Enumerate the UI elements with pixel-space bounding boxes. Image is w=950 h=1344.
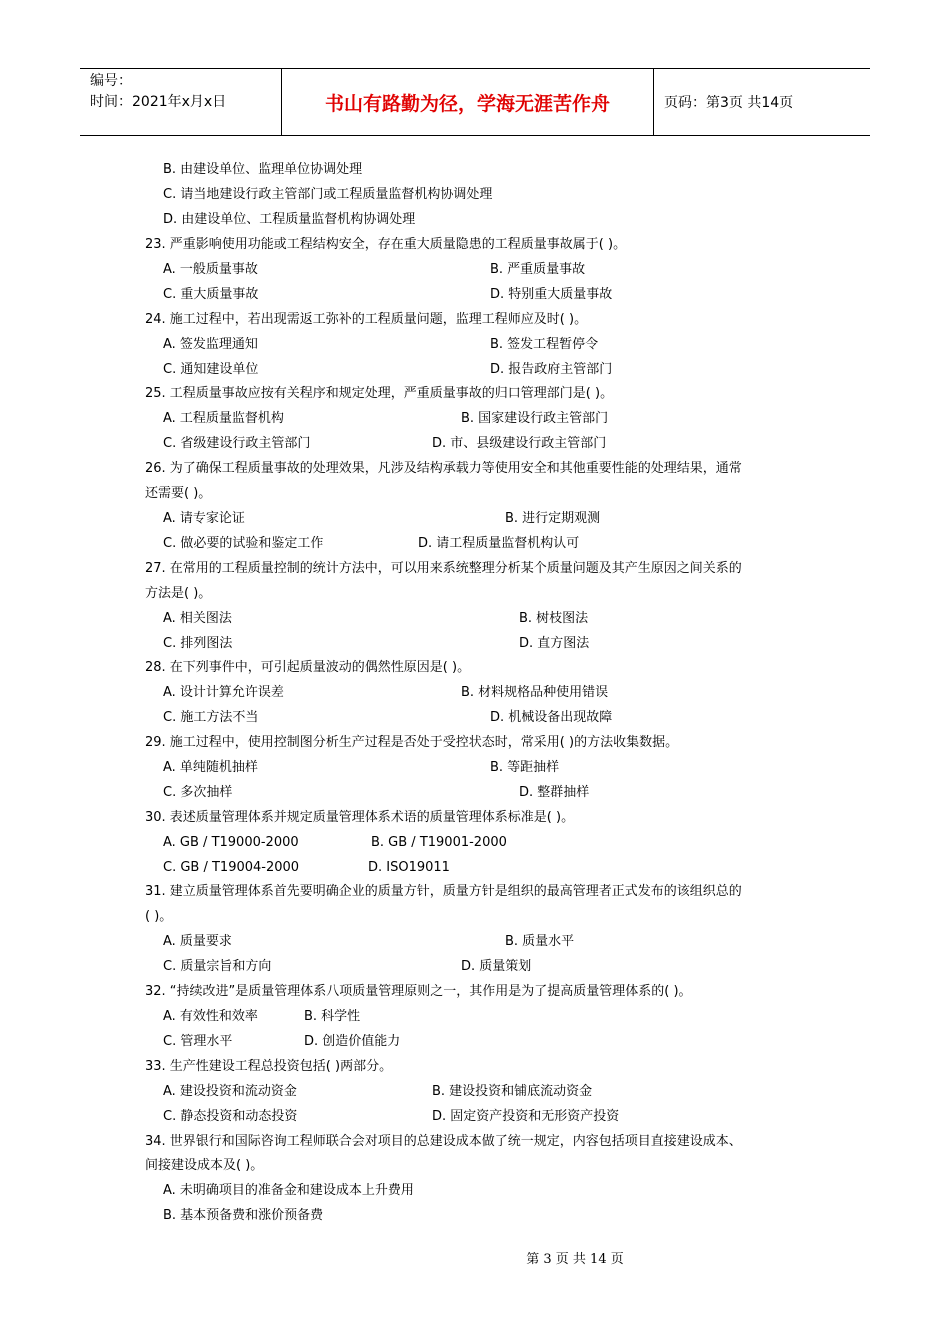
option-line: D. 特别重大质量事故 (490, 287, 613, 302)
option-line: C. GB / T19004-2000 (163, 860, 300, 875)
question-line: 31. 建立质量管理体系首先要明确企业的质量方针，质量方针是组织的最高管理者正式发布的该组织总的 (145, 884, 742, 899)
question-line: 27. 在常用的工程质量控制的统计方法中，可以用来系统整理分析某个质量问题及其产生原因之间关系的 (145, 561, 742, 576)
option-line: C. 静态投资和动态投资 (163, 1109, 298, 1124)
footer-page-number: 第 3 页 共 14 页 (526, 1252, 624, 1267)
number-label: 编号： (90, 73, 132, 89)
option-line: D. 市、县级建设行政主管部门 (432, 436, 607, 451)
option-line: A. 相关图法 (163, 611, 232, 626)
question-line: 33. 生产性建设工程总投资包括( )两部分。 (145, 1059, 393, 1074)
option-line: D. 报告政府主管部门 (490, 362, 613, 377)
option-line: A. 工程质量监督机构 (163, 411, 284, 426)
option-line: C. 管理水平 (163, 1034, 233, 1049)
question-line: 30. 表述质量管理体系并规定质量管理体系术语的质量管理体系标准是( )。 (145, 810, 575, 825)
time-label: 时间：2021年x月x日 (90, 94, 227, 110)
option-line: A. 未明确项目的准备金和建设成本上升费用 (163, 1183, 414, 1198)
header-motto: 书山有路勤为径，学海无涯苦作舟 (282, 69, 654, 135)
option-line: C. 重大质量事故 (163, 287, 259, 302)
option-line: B. 等距抽样 (490, 760, 560, 775)
option-line: B. 材料规格品种使用错误 (461, 685, 609, 700)
option-line: D. 固定资产投资和无形资产投资 (432, 1109, 620, 1124)
option-line: B. 树枝图法 (519, 611, 589, 626)
option-line: D. 直方图法 (519, 636, 590, 651)
option-line: C. 施工方法不当 (163, 710, 259, 725)
question-line: 34. 世界银行和国际咨询工程师联合会对项目的总建设成本做了统一规定，内容包括项目直接建设成本、 (145, 1134, 742, 1149)
option-line: A. 质量要求 (163, 934, 232, 949)
question-line: 28. 在下列事件中，可引起质量波动的偶然性原因是( )。 (145, 660, 471, 675)
option-line: D. 创造价值能力 (304, 1034, 401, 1049)
option-line: A. 单纯随机抽样 (163, 760, 258, 775)
page-header (80, 68, 870, 136)
option-line: A. 一般质量事故 (163, 262, 258, 277)
question-line: 26. 为了确保工程质量事故的处理效果，凡涉及结构承载力等使用安全和其他重要性能的处理结果，通常 (145, 461, 742, 476)
option-line: C. 通知建设单位 (163, 362, 259, 377)
header-page-info: 页码：第3页 共14页 (664, 95, 794, 111)
option-line: B. GB / T19001-2000 (371, 835, 507, 850)
option-line: B. 国家建设行政主管部门 (461, 411, 609, 426)
option-line: A. 签发监理通知 (163, 337, 258, 352)
option-line: B. 基本预备费和涨价预备费 (163, 1208, 324, 1223)
option-line: A. 有效性和效率 (163, 1009, 258, 1024)
option-line: C. 排列图法 (163, 636, 233, 651)
question-line: ( )。 (145, 909, 173, 924)
option-line: C. 做必要的试验和鉴定工作 (163, 536, 324, 551)
option-line: D. ISO19011 (368, 860, 450, 875)
option-line: D. 机械设备出现故障 (490, 710, 613, 725)
question-line: 方法是( )。 (145, 586, 212, 601)
question-line: 25. 工程质量事故应按有关程序和规定处理，严重质量事故的归口管理部门是( )。 (145, 386, 614, 401)
option-line: B. 由建设单位、监理单位协调处理 (163, 162, 363, 177)
option-line: D. 质量策划 (461, 959, 532, 974)
option-line: C. 请当地建设行政主管部门或工程质量监督机构协调处理 (163, 187, 493, 202)
option-line: C. 质量宗旨和方向 (163, 959, 272, 974)
page-footer (0, 1248, 950, 1267)
question-line: 还需要( )。 (145, 486, 212, 501)
option-line: D. 请工程质量监督机构认可 (418, 536, 580, 551)
question-line: 32. “持续改进”是质量管理体系八项质量管理原则之一，其作用是为了提高质量管理体系的( )。 (145, 984, 692, 999)
option-line: B. 质量水平 (505, 934, 575, 949)
question-line: 23. 严重影响使用功能或工程结构安全，存在重大质量隐患的工程质量事故属于( )。 (145, 237, 627, 252)
header-meta (80, 69, 282, 135)
option-line: D. 由建设单位、工程质量监督机构协调处理 (163, 212, 416, 227)
option-line: B. 科学性 (304, 1009, 361, 1024)
question-line: 24. 施工过程中，若出现需返工弥补的工程质量问题，监理工程师应及时( )。 (145, 312, 588, 327)
option-line: C. 多次抽样 (163, 785, 233, 800)
question-line: 间接建设成本及( )。 (145, 1158, 264, 1173)
option-line: B. 进行定期观测 (505, 511, 601, 526)
option-line: A. 设计计算允许误差 (163, 685, 284, 700)
question-line: 29. 施工过程中，使用控制图分析生产过程是否处于受控状态时，常采用( )的方法收集数据。 (145, 735, 679, 750)
option-line: C. 省级建设行政主管部门 (163, 436, 311, 451)
option-line: D. 整群抽样 (519, 785, 590, 800)
option-line: B. 严重质量事故 (490, 262, 586, 277)
option-line: B. 签发工程暂停令 (490, 337, 599, 352)
option-line: A. 请专家论证 (163, 511, 245, 526)
option-line: A. 建设投资和流动资金 (163, 1084, 297, 1099)
option-line: B. 建设投资和铺底流动资金 (432, 1084, 593, 1099)
option-line: A. GB / T19000-2000 (163, 835, 299, 850)
